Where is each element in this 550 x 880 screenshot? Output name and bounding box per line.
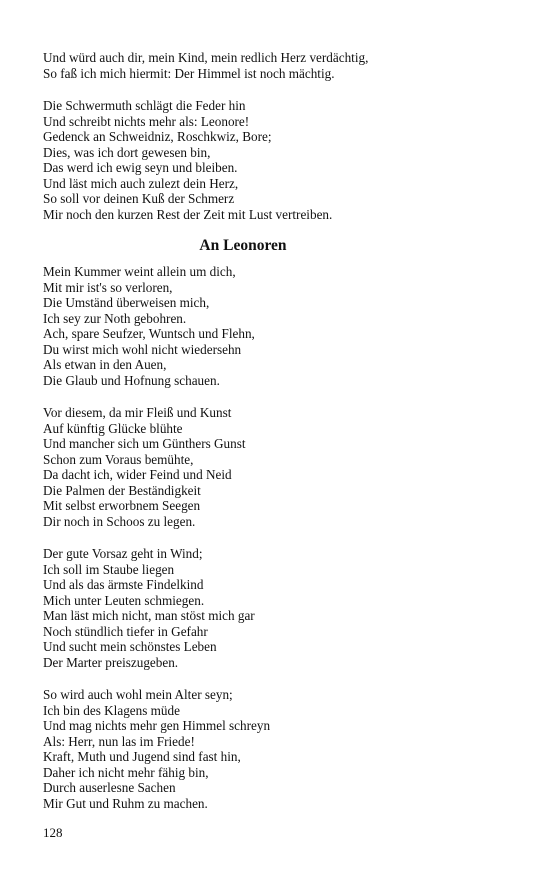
verse-line: So wird auch wohl mein Alter seyn; — [43, 687, 233, 702]
verse-line: Vor diesem, da mir Fleiß und Kunst — [43, 405, 232, 420]
stanza-gap — [43, 81, 503, 98]
intro-stanza-2 — [43, 98, 503, 222]
poem-stanza-1 — [43, 264, 503, 388]
verse-line: Durch auserlesne Sachen — [43, 780, 176, 795]
page-body — [43, 50, 503, 811]
verse-line: Und schreibt nichts mehr als: Leonore! — [43, 113, 250, 129]
poem-stanza-4 — [43, 687, 503, 811]
verse-line: Mit mir ist's so verloren, — [43, 279, 173, 295]
verse-line: Der Marter preiszugeben. — [43, 654, 179, 670]
verse-line: Die Umständ überweisen mich, — [43, 295, 210, 310]
verse-line: Die Schwermuth schlägt die Feder hin — [43, 98, 246, 113]
verse-line: Mich unter Leuten schmiegen. — [43, 592, 205, 608]
verse-line: Mir Gut und Ruhm zu machen. — [43, 795, 208, 811]
verse-line: Auf künftig Glücke blühte — [43, 420, 183, 436]
verse-line: Mein Kummer weint allein um dich, — [43, 264, 236, 279]
stanza-gap — [43, 670, 503, 687]
verse-line: Und sucht mein schönstes Leben — [43, 639, 217, 654]
verse-line: Mir noch den kurzen Rest der Zeit mit Lust vertreiben. — [43, 206, 333, 222]
verse-line: Man läst mich nicht, man stöst mich gar — [43, 608, 255, 623]
verse-line: Und würd auch dir, mein Kind, mein redlich Herz verdächtig, — [43, 50, 369, 65]
verse-line: Noch stündlich tiefer in Gefahr — [43, 623, 208, 639]
verse-line: Mit selbst erworbnem Seegen — [43, 498, 201, 513]
verse-line: Schon zum Voraus bemühte, — [43, 451, 194, 467]
intro-stanza-1 — [43, 50, 503, 81]
verse-line: Kraft, Muth und Jugend sind fast hin, — [43, 749, 241, 764]
verse-line: Dies, was ich dort gewesen bin, — [43, 144, 211, 160]
verse-line: Ich soll im Staube liegen — [43, 561, 175, 577]
verse-line: Die Palmen der Beständigkeit — [43, 482, 201, 498]
verse-line: Dir noch in Schoos zu legen. — [43, 513, 196, 529]
verse-line: Ich sey zur Noth gebohren. — [43, 310, 187, 326]
verse-line: Als: Herr, nun las im Friede! — [43, 733, 195, 749]
verse-line: Daher ich nicht mehr fähig bin, — [43, 764, 209, 780]
verse-line: Als etwan in den Auen, — [43, 357, 167, 372]
verse-line: Und mancher sich um Günthers Gunst — [43, 436, 246, 451]
verse-line: Und mag nichts mehr gen Himmel schreyn — [43, 718, 271, 733]
poem-stanza-2 — [43, 405, 503, 529]
verse-line: So soll vor deinen Kuß der Schmerz — [43, 191, 235, 206]
stanza-gap — [43, 388, 503, 405]
verse-line: Das werd ich ewig seyn und bleiben. — [43, 160, 238, 175]
verse-line: Die Glaub und Hofnung schauen. — [43, 372, 220, 388]
stanza-gap — [43, 529, 503, 546]
verse-line: Der gute Vorsaz geht in Wind; — [43, 546, 203, 561]
page-number: 128 — [43, 825, 63, 840]
verse-line: Und als das ärmste Findelkind — [43, 577, 204, 592]
verse-line: Gedenck an Schweidniz, Roschkwiz, Bore; — [43, 129, 272, 144]
verse-line: Ich bin des Klagens müde — [43, 702, 180, 718]
verse-line: Ach, spare Seufzer, Wuntsch und Flehn, — [43, 326, 255, 341]
verse-line: Du wirst mich wohl nicht wiedersehn — [43, 341, 242, 357]
verse-line: Da dacht ich, wider Feind und Neid — [43, 467, 232, 482]
verse-line: So faß ich mich hiermit: Der Himmel ist noch mächtig. — [43, 65, 335, 81]
verse-line: Und läst mich auch zulezt dein Herz, — [43, 175, 239, 191]
poem-title: An Leonoren — [199, 237, 287, 254]
poem-stanza-3 — [43, 546, 503, 670]
